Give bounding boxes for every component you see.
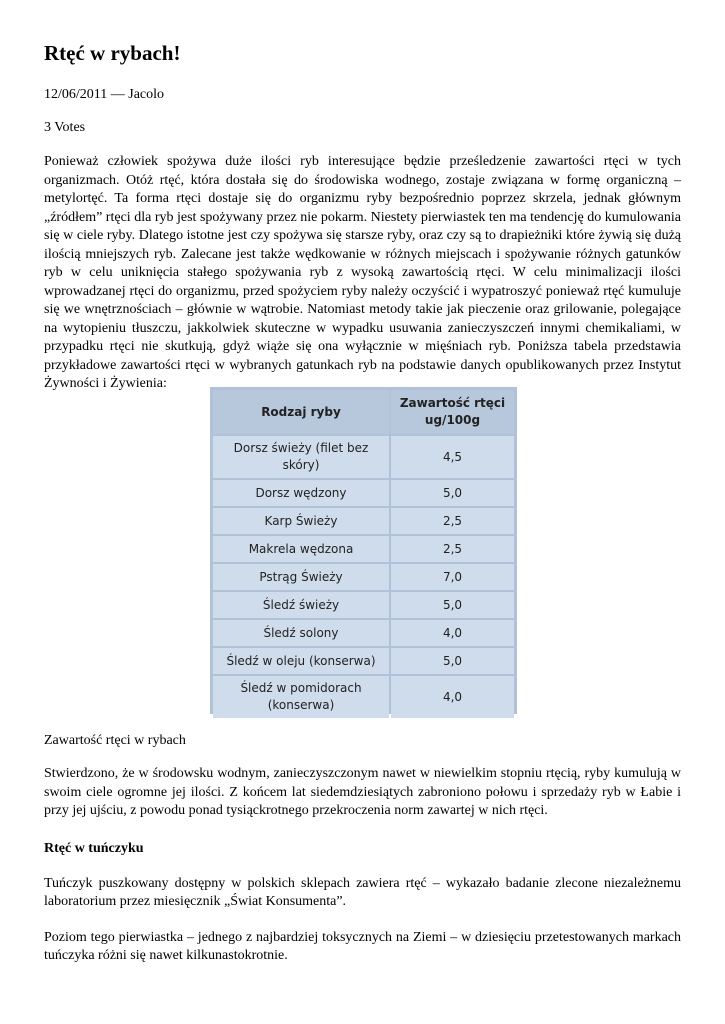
table-row: [213, 564, 514, 590]
fish-name: Dorsz świeży (filet bez: [233, 441, 369, 455]
fish-name: Dorsz wędzony: [213, 480, 389, 506]
table-row: [213, 648, 514, 674]
fish-name: Śledź w oleju (konserwa): [213, 648, 389, 674]
table-row: [213, 592, 514, 618]
header-value-line2: ug/100g: [424, 413, 481, 427]
article-meta: 12/06/2011 — Jacolo: [44, 87, 165, 102]
fish-name: Karp Świeży: [213, 508, 389, 534]
intro-paragraph: Ponieważ człowiek spożywa duże ilości ryb interesujące będzie prześledzenie zawartości rtęci w tych organizmach. Otóż rtęć, która dostała się do środowiska wodnego, zostaje związana w formę organiczną – metylortęć. Ta forma rtęci dostaje się do organizmu ryby bezpośrednio poprzez skrzela, jednak głównym „źródłem” rtęci dla ryb jest spożywany przez nie pokarm. Niestety pierwiastek ten ma tendencję do kumulowania się w ciele ryby. Dlatego istotne jest czy spożywa się starsze ryby, oraz czy są to drapieżniki które żywią się dużą ilością mniejszych ryb. Zalecane jest także wędkowanie w różnych miejscach i spożywanie różnych gatunków ryb w celu uniknięcia stałego spożywania ryb z wysoką zawartością rtęci. W celu minimalizacji ilości wprowadzanej rtęci do organizmu, przed spożyciem ryby należy oczyścić i wypatroszyć ponieważ rtęć kumuluje się we wnętrznościach – głównie w wątrobie. Natomiast metody takie jak pieczenie oraz grilowanie, polegające na wytopieniu tłuszczu, jakkolwiek skuteczne w wypadku usuwania zanieczyszczeń innymi chemikaliami, w przypadku rtęci nie skutkują, gdyż wiąże się ona wyłącznie w mięśniach ryb. Poniższa tabela przedstawia przykładowe zawartości rtęci w wybranych gatunkach ryb na podstawie danych opublikowanych przez Instytut Żywności i Żywienia:: [44, 154, 681, 391]
header-mercury-content: [391, 390, 514, 434]
table-header-row: [213, 390, 514, 434]
table-row: [213, 436, 514, 478]
mercury-table-grid: [211, 388, 516, 720]
table-row: [213, 676, 514, 718]
fish-name: Śledź solony: [213, 620, 389, 646]
fish-name-cell: [213, 436, 389, 478]
article-continuation: [44, 765, 681, 966]
fish-name: Pstrąg Świeży: [213, 564, 389, 590]
fish-name: Makrela wędzona: [213, 536, 389, 562]
fish-name: Śledź świeży: [213, 592, 389, 618]
table-row: [213, 508, 514, 534]
table-row: [213, 536, 514, 562]
mercury-value: 4,0: [391, 620, 514, 646]
mercury-value: 5,0: [391, 648, 514, 674]
votes-count: 3 Votes: [44, 120, 86, 135]
mercury-value: 2,5: [391, 508, 514, 534]
fish-name: Śledź w pomidorach: [240, 681, 362, 695]
mercury-value: 2,5: [391, 536, 514, 562]
mercury-value: 4,5: [391, 436, 514, 478]
article-title: Rtęć w rybach!: [44, 41, 181, 65]
table-row: [213, 480, 514, 506]
fish-name-cont: skóry): [282, 458, 320, 472]
mercury-value: 5,0: [391, 480, 514, 506]
header-value-line1: Zawartość rtęci: [399, 396, 506, 410]
mercury-value: 7,0: [391, 564, 514, 590]
mercury-table: [210, 387, 517, 714]
paragraph-tuna-test: Tuńczyk puszkowany dostępny w polskich sklepach zawiera rtęć – wykazało badanie zlecone niezależnemu laboratorium przez miesięcznik „Świat Konsumenta”.: [44, 875, 681, 909]
fish-name-cell: [213, 676, 389, 718]
header-fish-type: Rodzaj ryby: [213, 390, 389, 434]
mercury-value: 4,0: [391, 676, 514, 718]
fish-name-cont: (konserwa): [267, 698, 335, 712]
paragraph-tuna-levels: Poziom tego pierwiastka – jednego z najbardziej toksycznych na Ziemi – w dziesięciu przetestowanych markach tuńczyka różni się nawet kilkunastokrotnie.: [44, 929, 681, 963]
paragraph-elbe: Stwierdzono, że w środowsku wodnym, zanieczyszczonym nawet w niewielkim stopniu rtęcią, ryby kumulują w swoim ciele ogromne jej ilości. Z końcem lat siedemdziesiątych zabroniono połowu i sprzedaży ryb w Łabie i przy jej ujściu, z powodu ponad tysiąckrotnego przekroczenia norm zawartej w nich rtęci.: [44, 766, 681, 818]
table-row: [213, 620, 514, 646]
article: [44, 40, 681, 963]
table-caption: Zawartość rtęci w rybach: [44, 733, 186, 748]
section-heading-tuna: Rtęć w tuńczyku: [44, 840, 144, 856]
mercury-value: 5,0: [391, 592, 514, 618]
